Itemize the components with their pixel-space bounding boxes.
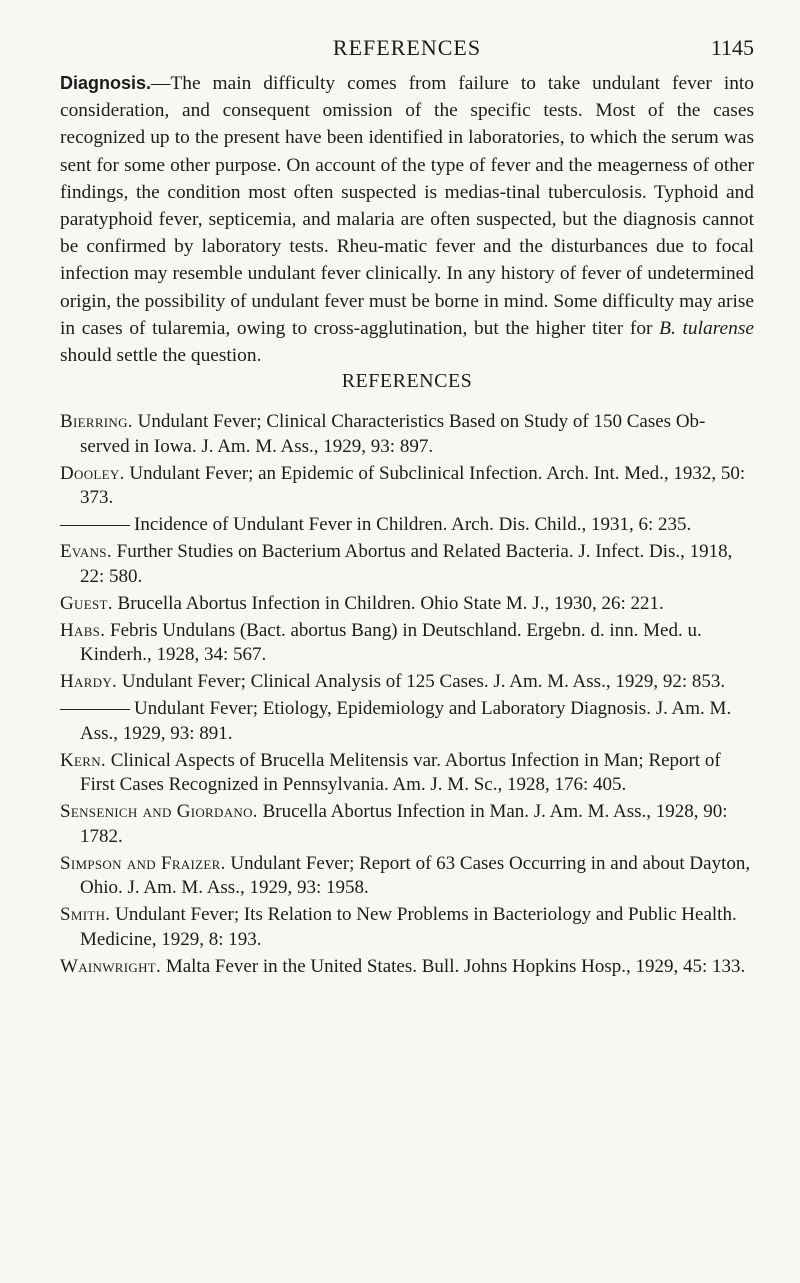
reference-item: [60, 670, 754, 695]
reference-item: [60, 410, 754, 459]
reference-text: Febris Undulans (Bact. abortus Bang) in Deutschland. Ergebn. d. inn. Med. u. Kinderh., 1928, 34: 567.: [80, 619, 702, 665]
reference-item: [60, 903, 754, 952]
reference-text: Undulant Fever; Report of 63 Cases Occurring in and about Dayton, Ohio. J. Am. M. Ass., 1929, 93: 1958.: [80, 852, 751, 898]
reference-author: Sensenich and Giordano.: [60, 801, 258, 822]
reference-text: Brucella Abortus Infection in Children. Ohio State M. J., 1930, 26: 221.: [117, 592, 664, 614]
reference-text: Brucella Abortus Infection in Man. J. Am. M. Ass., 1928, 90: 1782.: [80, 801, 728, 847]
reference-text: Undulant Fever; Its Relation to New Problems in Bacteriology and Public Health. Medicine, 1929, 8: 193.: [80, 904, 737, 950]
ditto-dash: [60, 525, 130, 526]
reference-item: [60, 592, 754, 617]
reference-item: [60, 619, 754, 668]
reference-item: [60, 540, 754, 589]
running-head: [60, 33, 754, 63]
reference-author: Simpson and Fraizer.: [60, 852, 226, 874]
reference-text: Malta Fever in the United States. Bull. Johns Hopkins Hosp., 1929, 45: 133.: [165, 955, 746, 977]
reference-author: Smith.: [60, 904, 111, 925]
reference-text: Clinical Aspects of Brucella Melitensis var. Abortus Infection in Man; Report of First Cases Recognized in Pennsylvania. Am. J. M. Sc., 1928, 176: 405.: [80, 749, 721, 795]
reference-author: Bierring.: [60, 411, 133, 432]
reference-item: [60, 852, 754, 901]
reference-author: Habs.: [60, 619, 106, 641]
running-title: REFERENCES: [332, 35, 482, 60]
paragraph-text-end: should settle the question.: [60, 345, 262, 367]
ditto-dash: [60, 709, 130, 710]
reference-author: Kern.: [60, 749, 106, 771]
reference-text: Undulant Fever; Clinical Characteristics Based on Study of 150 Cases Ob-served in Iowa. J. Am. M. Ass., 1929, 93: 897.: [80, 411, 706, 457]
reference-author: Dooley.: [60, 462, 125, 484]
reference-text: Undulant Fever; Clinical Analysis of 125 Cases. J. Am. M. Ass., 1929, 92: 853.: [121, 671, 726, 692]
diagnosis-paragraph: [60, 70, 754, 369]
page-number: 1145: [710, 35, 754, 60]
reference-text: Incidence of Undulant Fever in Children. Arch. Dis. Child., 1931, 6: 235.: [134, 514, 692, 535]
reference-text: Further Studies on Bacterium Abortus and Related Bacteria. J. Infect. Dis., 1918, 22: 580.: [80, 541, 733, 587]
reference-text: Undulant Fever; an Epidemic of Subclinical Infection. Arch. Int. Med., 1932, 50: 373.: [80, 462, 746, 508]
reference-item: [60, 697, 754, 746]
italic-term: B. tularense: [659, 317, 754, 339]
paragraph-lead: Diagnosis.: [60, 73, 152, 93]
reference-author: Wainwright.: [60, 955, 162, 977]
reference-item: [60, 955, 754, 980]
reference-item: [60, 800, 754, 849]
reference-item: [60, 462, 754, 511]
reference-text: Undulant Fever; Etiology, Epidemiology and Laboratory Diagnosis. J. Am. M. Ass., 1929, 93: 891.: [80, 698, 732, 744]
reference-author: Hardy.: [60, 671, 118, 692]
reference-author: Guest.: [60, 592, 113, 614]
reference-list: [60, 410, 754, 982]
references-heading: REFERENCES: [341, 370, 473, 392]
reference-item: [60, 749, 754, 798]
paragraph-text: —The main difficulty comes from failure to take undulant fever into consideration, and consequent omission of the specific tests. Most of the cases recognized up to the present have been identified in laboratories, to which the serum was sent for some other purpose. On account of the type of fever and the meagerness of other findings, the condition most often suspected is medias-tinal tuberculosis. Typhoid and paratyphoid fever, septicemia, and malaria are often suspected, but the diagnosis cannot be confirmed by laboratory tests. Rheu-matic fever and the disturbances due to focal infection may resemble undulant fever clinically. In any history of fever of undetermined origin, the possibility of undulant fever must be borne in mind. Some difficulty may arise in cases of tularemia, owing to cross-agglutination, but the higher titer for: [60, 73, 754, 339]
reference-item: [60, 513, 754, 538]
reference-author: Evans.: [60, 541, 112, 562]
